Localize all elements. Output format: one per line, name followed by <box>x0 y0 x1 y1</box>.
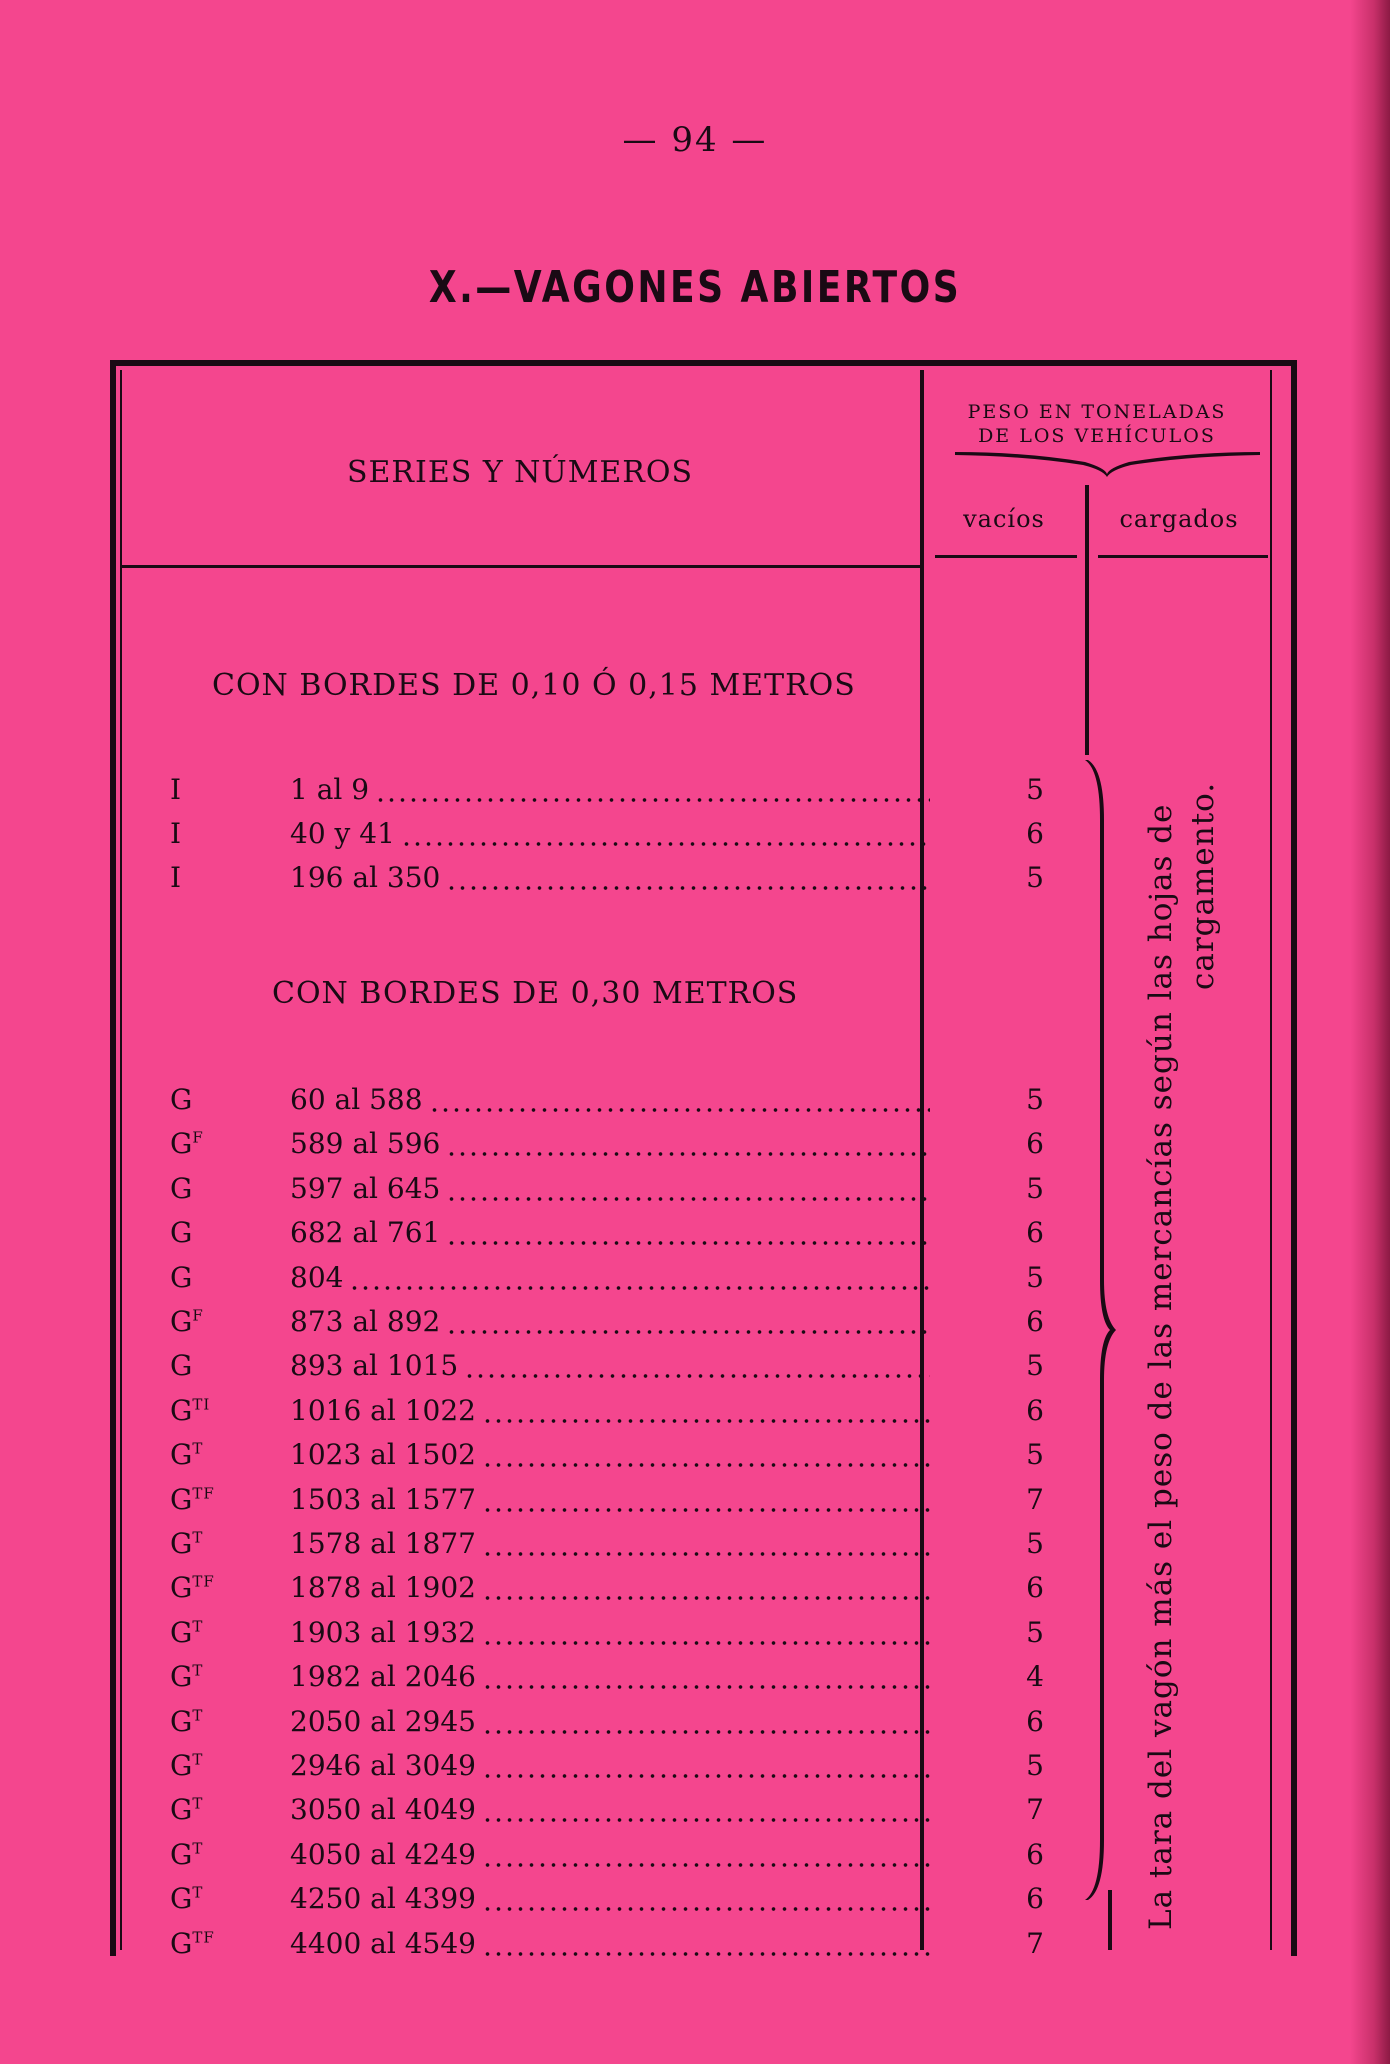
series-code <box>170 1394 210 1427</box>
series-letter: G <box>170 1083 193 1116</box>
series-code <box>170 1527 203 1560</box>
page-edge <box>1350 0 1390 2064</box>
number-range: 597 al 645 <box>290 1171 441 1205</box>
number-range: 40 y 41 <box>290 817 395 850</box>
number-range: 1016 al 1022 <box>290 1393 476 1427</box>
dot-leader <box>482 1595 930 1601</box>
series-code <box>170 1749 203 1782</box>
vacios-value: 6 <box>1026 1837 1044 1871</box>
series-suffix: TF <box>192 1573 215 1592</box>
dot-leader <box>464 1373 930 1379</box>
series-letter: G <box>170 1305 193 1338</box>
series-suffix: T <box>192 1617 204 1636</box>
series-code <box>170 1438 203 1471</box>
series-code <box>170 1172 192 1205</box>
series-code <box>170 1483 215 1516</box>
number-range: 1578 al 1877 <box>290 1527 476 1560</box>
number-range: 1982 al 2046 <box>290 1660 476 1694</box>
series-code <box>170 773 181 806</box>
table-row <box>170 1127 930 1171</box>
series-suffix: T <box>192 1528 204 1547</box>
table-row <box>170 1838 930 1882</box>
group-title: CON BORDES DE 0,10 Ó 0,15 METROS <box>212 668 856 703</box>
series-letter: G <box>170 1615 193 1649</box>
series-code <box>170 1305 204 1338</box>
series-code <box>170 1571 215 1604</box>
number-range: 4250 al 4399 <box>290 1882 476 1916</box>
dot-leader <box>446 1329 930 1335</box>
vacios-value: 6 <box>1026 817 1044 850</box>
dot-leader <box>482 1773 930 1779</box>
series-letter: G <box>170 1527 193 1560</box>
number-range: 2050 al 2945 <box>290 1704 476 1738</box>
vacios-value: 6 <box>1026 1882 1044 1916</box>
series-suffix: TI <box>192 1395 211 1414</box>
cargados-note <box>1140 730 1250 1930</box>
table-row <box>170 1882 930 1926</box>
series-suffix: T <box>192 1883 204 1902</box>
series-suffix: T <box>192 1661 204 1680</box>
series-suffix: TF <box>192 1928 215 1947</box>
peso-header <box>924 400 1270 448</box>
dot-leader <box>482 1906 930 1912</box>
vacios-value: 6 <box>1026 1305 1044 1338</box>
series-letter: I <box>170 817 182 850</box>
group-title: CON BORDES DE 0,30 METROS <box>272 976 799 1011</box>
table-row <box>170 1216 930 1260</box>
dot-leader <box>375 797 930 803</box>
number-range: 1878 al 1902 <box>290 1571 476 1605</box>
vacios-value: 6 <box>1026 1704 1044 1738</box>
table-row <box>170 1349 930 1393</box>
table-row <box>170 1083 930 1127</box>
table-row <box>170 1394 930 1438</box>
vacios-value: 5 <box>1026 1171 1044 1205</box>
table-row <box>170 1483 930 1527</box>
page-number: — 94 — <box>622 120 768 160</box>
series-letter: G <box>170 1882 193 1916</box>
series-suffix: T <box>192 1706 204 1725</box>
number-range: 873 al 892 <box>290 1305 441 1338</box>
vacios-value: 4 <box>1026 1660 1044 1694</box>
vacios-value: 5 <box>1026 1438 1044 1472</box>
number-range: 3050 al 4049 <box>290 1793 476 1827</box>
vacios-value: 7 <box>1026 1926 1044 1960</box>
number-range: 893 al 1015 <box>290 1349 459 1383</box>
cargados-note-line1: La tara del vagón más el peso de las mercancías según las hojas de <box>1143 803 1179 1930</box>
series-letter: G <box>170 1749 193 1782</box>
section-title: X.—VAGONES ABIERTOS <box>428 262 962 313</box>
table-row <box>170 1527 930 1571</box>
vacios-value: 6 <box>1026 1216 1044 1250</box>
table-row <box>170 1927 930 1971</box>
header-rule-cargados <box>1098 555 1268 558</box>
cargados-brace <box>1080 760 1120 1900</box>
vacios-value: 5 <box>1026 1349 1044 1383</box>
peso-header-line1: PESO EN TONELADAS <box>967 401 1227 423</box>
vacios-value: 5 <box>1026 1749 1044 1782</box>
dot-leader <box>482 1507 930 1513</box>
series-letter: G <box>170 1260 193 1294</box>
table-row <box>170 1793 930 1837</box>
number-range: 1023 al 1502 <box>290 1438 476 1472</box>
series-letter: G <box>170 1349 193 1383</box>
number-range: 2946 al 3049 <box>290 1749 476 1782</box>
table-row <box>170 1261 930 1305</box>
series-letter: G <box>170 1216 193 1250</box>
series-code <box>170 1349 192 1382</box>
header-rule-vacios <box>935 555 1077 558</box>
series-letter: I <box>170 773 182 806</box>
table-row <box>170 861 930 905</box>
number-range: 682 al 761 <box>290 1216 441 1250</box>
vacios-value: 5 <box>1026 1615 1044 1649</box>
series-suffix: TF <box>192 1484 215 1503</box>
vacios-value: 5 <box>1026 1527 1044 1560</box>
series-code <box>170 1793 203 1826</box>
cargados-note-line2: cargamento. <box>1185 781 1221 990</box>
series-letter: G <box>170 1482 193 1516</box>
series-letter: G <box>170 1127 193 1161</box>
number-range: 589 al 596 <box>290 1127 441 1161</box>
header-rule <box>120 565 920 568</box>
series-code <box>170 1705 203 1738</box>
table-row <box>170 773 930 817</box>
vacios-value: 5 <box>1026 861 1044 894</box>
series-letter: G <box>170 1171 193 1205</box>
dot-leader <box>482 1551 930 1557</box>
dot-leader <box>429 1107 930 1113</box>
table-row <box>170 817 930 861</box>
series-letter: G <box>170 1438 193 1472</box>
series-suffix: T <box>192 1795 204 1814</box>
dot-leader <box>446 1240 930 1246</box>
table-row <box>170 1660 930 1704</box>
series-letter: G <box>170 1926 193 1960</box>
series-code <box>170 1261 192 1294</box>
number-range: 1903 al 1932 <box>290 1615 476 1649</box>
dot-leader <box>482 1862 930 1868</box>
number-range: 4400 al 4549 <box>290 1926 476 1960</box>
number-range: 60 al 588 <box>290 1083 423 1116</box>
table-row <box>170 1172 930 1216</box>
vacios-value: 5 <box>1026 1083 1044 1116</box>
number-range: 196 al 350 <box>290 861 441 894</box>
dot-leader <box>482 1951 930 1957</box>
series-letter: G <box>170 1393 193 1427</box>
vacios-value: 7 <box>1026 1793 1044 1827</box>
dot-leader <box>482 1462 930 1468</box>
table-inner-right-rule <box>1270 370 1272 1950</box>
series-letter: G <box>170 1704 193 1738</box>
series-letter: G <box>170 1571 193 1605</box>
series-code <box>170 1616 203 1649</box>
series-suffix: F <box>192 1306 204 1325</box>
dot-leader <box>482 1418 930 1424</box>
series-suffix: T <box>192 1439 204 1458</box>
table-row <box>170 1705 930 1749</box>
dot-leader <box>482 1817 930 1823</box>
vacios-value: 5 <box>1026 1260 1044 1294</box>
series-code <box>170 1216 192 1249</box>
column-header-cargados: cargados <box>1119 505 1239 533</box>
series-suffix: T <box>192 1750 204 1769</box>
number-range: 804 <box>290 1260 344 1294</box>
vacios-value: 6 <box>1026 1127 1044 1161</box>
series-letter: G <box>170 1837 193 1871</box>
number-range: 4050 al 4249 <box>290 1837 476 1871</box>
vacios-value: 6 <box>1026 1571 1044 1605</box>
series-letter: G <box>170 1793 193 1827</box>
table-row <box>170 1305 930 1349</box>
table-row <box>170 1749 930 1793</box>
series-code <box>170 1838 203 1871</box>
dot-leader <box>482 1729 930 1735</box>
dot-leader <box>446 1196 930 1202</box>
table-inner-left-rule <box>120 370 122 1950</box>
series-code <box>170 1083 192 1116</box>
series-code <box>170 1660 203 1693</box>
dot-leader <box>446 885 930 891</box>
dot-leader <box>482 1640 930 1646</box>
dot-leader <box>401 841 930 847</box>
peso-header-brace <box>955 448 1260 478</box>
number-range: 1 al 9 <box>290 773 370 806</box>
table-row <box>170 1438 930 1482</box>
table-row <box>170 1616 930 1660</box>
series-code <box>170 861 181 894</box>
series-letter: I <box>170 861 182 894</box>
table-row <box>170 1571 930 1615</box>
series-suffix: F <box>192 1129 204 1148</box>
series-code <box>170 1882 203 1915</box>
series-code <box>170 1927 215 1960</box>
peso-header-line2: DE LOS VEHÍCULOS <box>978 425 1216 447</box>
series-code <box>170 817 181 850</box>
dot-leader <box>482 1684 930 1690</box>
dot-leader <box>349 1285 930 1291</box>
column-header-vacios: vacíos <box>963 505 1045 533</box>
vacios-value: 5 <box>1026 773 1044 806</box>
series-header: SERIES Y NÚMEROS <box>346 455 694 490</box>
series-code <box>170 1127 204 1160</box>
series-suffix: T <box>192 1839 204 1858</box>
number-range: 1503 al 1577 <box>290 1482 476 1516</box>
series-letter: G <box>170 1660 193 1694</box>
vacios-value: 7 <box>1026 1482 1044 1516</box>
dot-leader <box>446 1151 930 1157</box>
vacios-value: 6 <box>1026 1393 1044 1427</box>
